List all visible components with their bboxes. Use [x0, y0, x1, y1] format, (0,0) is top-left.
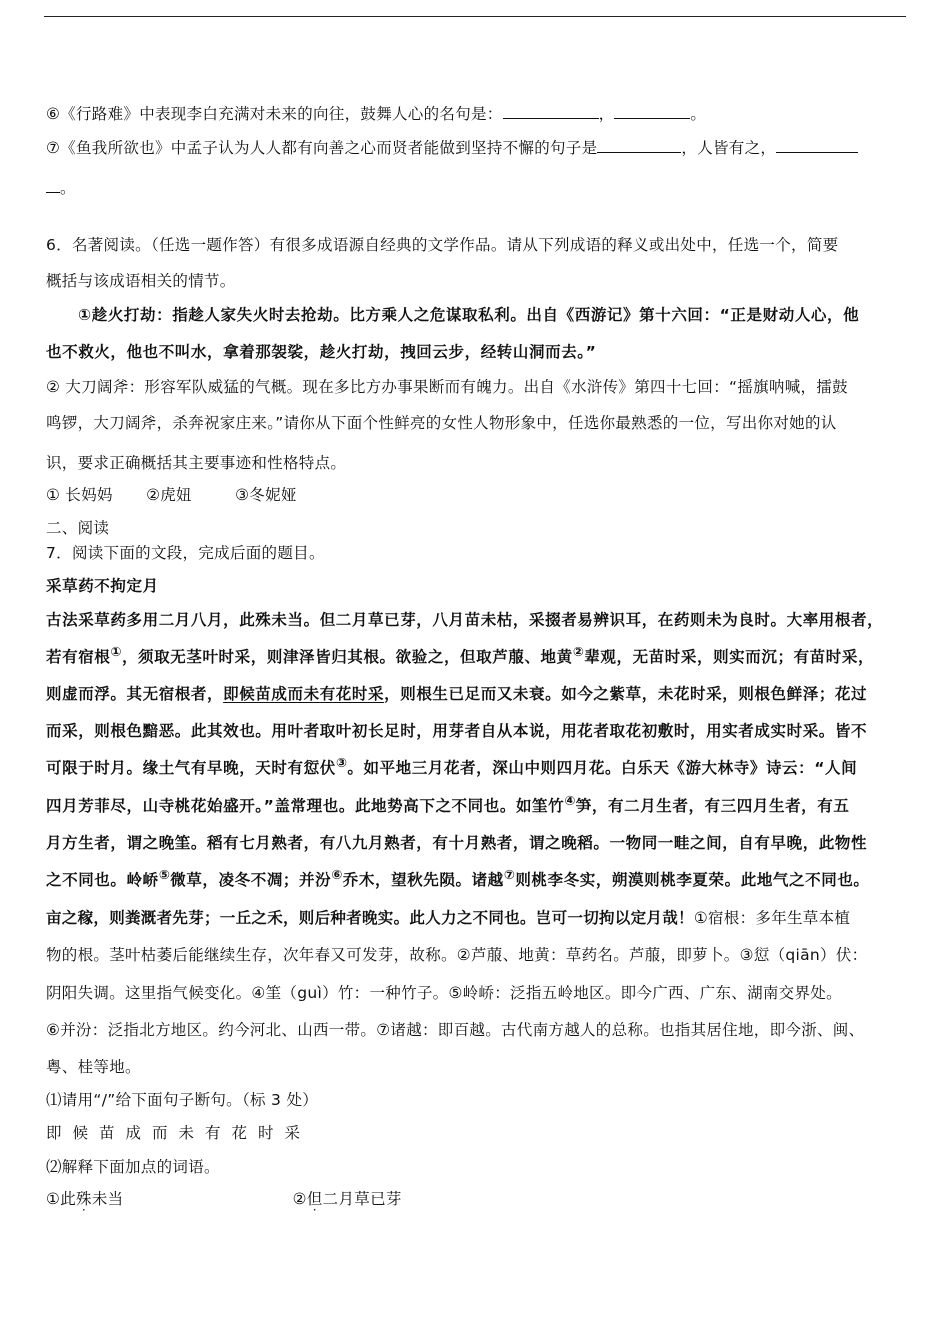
answer-blank[interactable] — [503, 104, 599, 119]
answer-blank[interactable] — [597, 138, 681, 153]
answer-blank[interactable] — [46, 178, 60, 193]
q6-option1-line1: ①趁火打劫：指趁人家失火时去抢劫。比方乘人之危谋取私利。出自《西游记》第十六回：“正是财动人心，他 — [78, 306, 860, 324]
passage-line: 月方生者，谓之晚筀。稻有七月熟者，有八九月熟者，有十月熟者，谓之晚稻。一物同一畦之间，自有早晚，此物性 — [46, 834, 868, 852]
passage-line: 则虚而浮。其无宿根者，即候苗成而未有花时采，则根生已足而又未衰。如今之紫草，未花时采，则根色鲜泽；花过 — [46, 685, 868, 703]
answer-blank[interactable] — [776, 138, 858, 153]
header-rule — [44, 16, 906, 17]
footnote-line: 粤、桂等地。 — [46, 1058, 141, 1076]
question-1-sentence: 即候苗成而未有花时采 — [46, 1124, 312, 1142]
q5-item-7: ⑦《鱼我所欲也》中孟子认为人人都有向善之心而贤者能做到坚持不懈的句子是 ，人皆有之， — [46, 136, 908, 158]
q5-item-7-cont: 。 — [46, 176, 908, 198]
answer-blank[interactable] — [614, 104, 690, 119]
term-item-2: ②但二月草已芽 — [292, 1190, 402, 1208]
q6-option1-line2: 也不救火，他也不叫水，拿着那袈裟，趁火打劫，拽回云步，经转山洞而去。” — [46, 343, 597, 361]
footnote-line: ⑥并汾：泛指北方地区。约今河北、山西一带。⑦诸越：即百越。古代南方越人的总称。也指其居住地，即今浙、闽、 — [46, 1021, 865, 1039]
question-1: ⑴请用“/”给下面句子断句。（标 3 处） — [46, 1091, 319, 1109]
q6-prompt-line2: 概括与该成语相关的情节。 — [46, 272, 236, 290]
q7-intro: 7．阅读下面的文段，完成后面的题目。 — [46, 544, 325, 562]
footnote-line: 阴阳失调。这里指气候变化。④筀（guì）竹：一种竹子。⑤岭峤：泛指五岭地区。即今广西、广东、湖南交界处。 — [46, 984, 842, 1002]
question-2-items — [46, 1187, 908, 1209]
passage-title: 采草药不拘定月 — [46, 577, 159, 595]
choice-item: ③冬妮娅 — [235, 486, 297, 504]
q6-prompt-line1: 6．名著阅读。（任选一题作答）有很多成语源自经典的文学作品。请从下列成语的释义或出处中，任选一个，简要 — [46, 236, 839, 254]
passage-line: 之不同也。岭峤⑤微草，凌冬不凋；并汾⑥乔木，望秋先陨。诸越⑦则桃李冬实，朔漠则桃李夏荣。此地气之不同也。 — [46, 868, 870, 890]
choice-item: ① 长妈妈 — [46, 486, 113, 504]
passage-line: 四月芳菲尽，山寺桃花始盛开。”盖常理也。此地势高下之不同也。如筀竹④笋，有二月生者，有三四月生者，有五 — [46, 794, 850, 816]
passage-line: 而采，则根色黯恶。此其效也。用叶者取叶初长足时，用芽者自从本说，用花者取花初敷时，用实者成实时采。皆不 — [46, 722, 868, 740]
footnote-line: 物的根。茎叶枯萎后能继续生存，次年春又可发芽，故称。②芦菔、地黄：草药名。芦菔，即萝卜。③愆（qiān）伏： — [46, 946, 868, 964]
q6-option2-line3: 识，要求正确概括其主要事迹和性格特点。 — [46, 454, 347, 472]
passage-line: 若有宿根①，须取无茎叶时采，则津泽皆归其根。欲验之，但取芦菔、地黄②辈观，无苗时采，则实而沉；有苗时采， — [46, 645, 875, 667]
underlined-sentence: 即候苗成而未有花时采 — [223, 685, 385, 703]
q5-item-6: ⑥《行路难》中表现李白充满对未来的向往，鼓舞人心的名句是： ， 。 — [46, 105, 707, 123]
question-2: ⑵解释下面加点的词语。 — [46, 1158, 220, 1176]
passage-line: 亩之稼，则粪溉者先芽；一丘之禾，则后种者晚实。此人力之不同也。岂可一切拘以定月哉！①宿根：多年生草本植 — [46, 909, 851, 927]
q6-choices — [46, 483, 908, 505]
passage-line: 古法采草药多用二月八月，此殊未当。但二月草已芽，八月苗未枯，采掇者易辨识耳，在药则未为良时。大率用根者， — [46, 611, 884, 629]
passage-line: 可限于时月。缘土气有早晚，天时有愆伏③。如平地三月花者，深山中则四月花。白乐天《游大林寺》诗云：“人间 — [46, 756, 858, 778]
term-item-1: ①此殊未当 — [46, 1190, 124, 1208]
section-heading: 二、阅读 — [46, 519, 110, 537]
q6-option2-line2: 鸣锣，大刀阔斧，杀奔祝家庄来。”请你从下面个性鲜亮的女性人物形象中，任选你最熟悉的一位，写出你对她的认 — [46, 414, 837, 432]
q6-option2-line1: ② 大刀阔斧：形容军队威猛的气概。现在多比方办事果断而有魄力。出自《水浒传》第四十七回：“摇旗呐喊，擂鼓 — [46, 378, 848, 396]
choice-item: ②虎妞 — [146, 486, 192, 504]
